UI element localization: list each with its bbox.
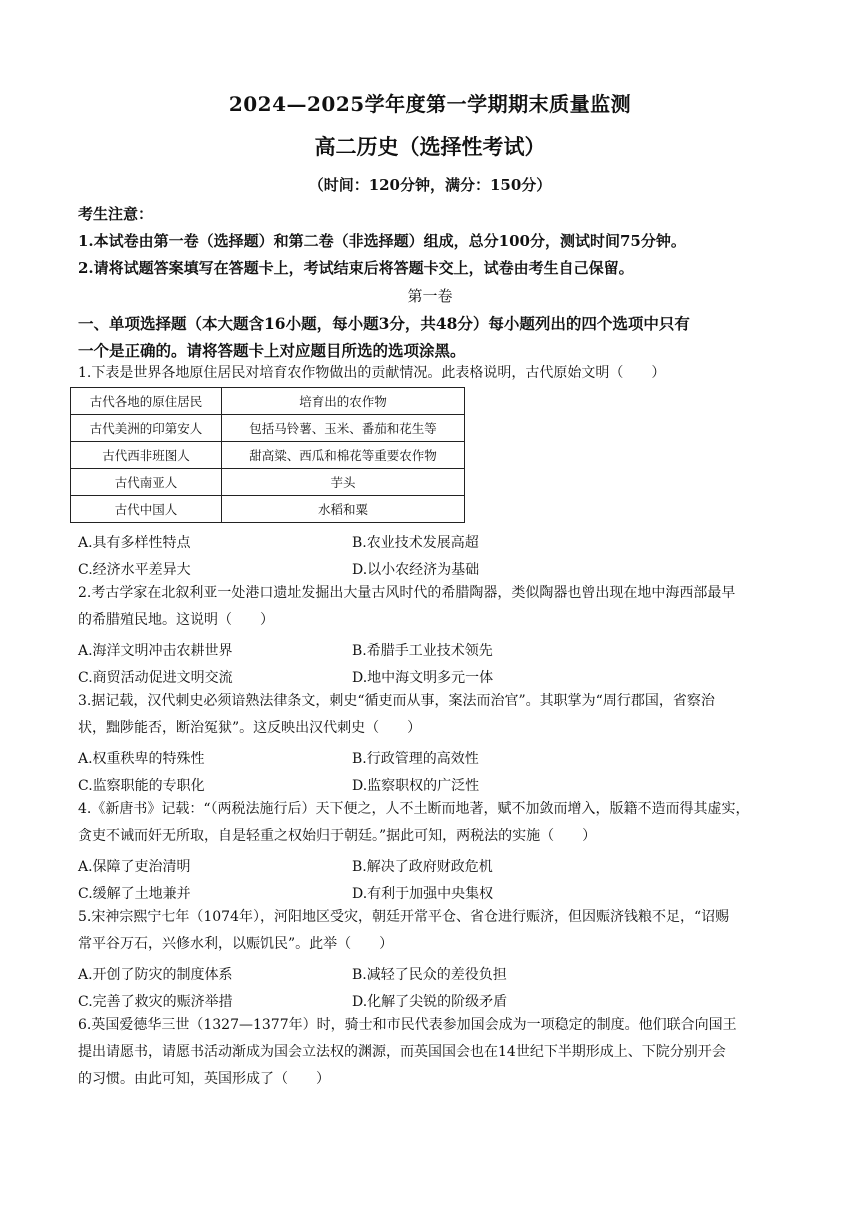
table-header-cell: 古代各地的原住居民: [71, 388, 222, 415]
question-5-option-a: A.开创了防灾的制度体系: [78, 967, 233, 983]
question-6-stem-line-3: 的习惯。由此可知，英国形成了（ ）: [78, 1071, 330, 1087]
table-cell: 古代美洲的印第安人: [71, 415, 222, 442]
question-2-option-d: D.地中海文明多元一体: [352, 670, 494, 686]
question-2-option-b: B.希腊手工业技术领先: [352, 643, 493, 659]
question-2-stem-line-1: 2.考古学家在北叙利亚一处港口遗址发掘出大量古风时代的希腊陶器，类似陶器也曾出现在地中海西部最早: [78, 585, 736, 601]
question-3-option-d: D.监察职权的广泛性: [352, 778, 480, 794]
question-2-stem-line-2: 的希腊殖民地。这说明（ ）: [78, 612, 274, 628]
table-row: [71, 415, 465, 442]
question-1-option-a: A.具有多样性特点: [78, 535, 191, 551]
question-5-option-b: B.减轻了民众的差役负担: [352, 967, 507, 983]
exam-time-info: （时间：120分钟，满分：150分）: [308, 176, 552, 194]
question-4-option-b: B.解决了政府财政危机: [352, 859, 493, 875]
table-row: [71, 442, 465, 469]
question-4-option-d: D.有利于加强中央集权: [352, 886, 494, 902]
question-2-option-a: A.海洋文明冲击农耕世界: [78, 643, 233, 659]
question-4-option-a: A.保障了吏治清明: [78, 859, 191, 875]
question-5-option-c: C.完善了救灾的赈济举措: [78, 994, 233, 1010]
notice-item-1: 1.本试卷由第一卷（选择题）和第二卷（非选择题）组成，总分100分，测试时间75分钟。: [78, 232, 686, 250]
question-1-option-c: C.经济水平差异大: [78, 562, 191, 578]
table-cell: 甜高粱、西瓜和棉花等重要农作物: [222, 442, 465, 469]
table-cell: 古代西非班图人: [71, 442, 222, 469]
question-6-stem-line-1: 6.英国爱德华三世（1327—1377年）时，骑士和市民代表参加国会成为一项稳定的制度。他们联合向国王: [78, 1017, 737, 1033]
question-3-option-b: B.行政管理的高效性: [352, 751, 479, 767]
table-cell: 水稻和粟: [222, 496, 465, 523]
question-5-stem-line-2: 常平谷万石，兴修水利，以赈饥民”。此举（ ）: [78, 936, 394, 952]
question-5-stem-line-1: 5.宋神宗熙宁七年（1074年），河阳地区受灾，朝廷开常平仓、省仓进行赈济，但因赈济钱粮不足，“诏赐: [78, 909, 730, 925]
table-cell: 包括马铃薯、玉米、番茄和花生等: [222, 415, 465, 442]
question-3-option-c: C.监察职能的专职化: [78, 778, 205, 794]
question-4-stem-line-2: 贪吏不诫而奸无所取，自是轻重之权始归于朝廷。”据此可知，两税法的实施（ ）: [78, 828, 597, 844]
question-4-option-c: C.缓解了土地兼并: [78, 886, 191, 902]
section-instruction-line-1: 一、单项选择题（本大题含16小题，每小题3分，共48分）每小题列出的四个选项中只有: [78, 314, 690, 333]
question-3-stem-line-2: 状，黜陟能否，断治冤狱”。这反映出汉代刺史（ ）: [78, 720, 422, 736]
question-3-stem-line-1: 3.据记载，汉代刺史必须谙熟法律条文，刺史“循吏而从事，案法而治官”。其职掌为“周行郡国，省察治: [78, 693, 715, 709]
question-1-stem: 1.下表是世界各地原住居民对培育农作物做出的贡献情况。此表格说明，古代原始文明（ ）: [78, 365, 666, 381]
question-6-stem-line-2: 提出请愿书，请愿书活动渐成为国会立法权的渊源，而英国国会也在14世纪下半期形成上、下院分别开会: [78, 1044, 726, 1060]
question-4-stem-line-1: 4.《新唐书》记载：“（两税法施行后）天下便之，人不土断而地著，赋不加敛而增入，版籍不造而得其虚实，: [78, 801, 750, 817]
question-3-option-a: A.权重秩卑的特殊性: [78, 751, 205, 767]
notice-item-2: 2.请将试题答案填写在答题卡上，考试结束后将答题卡交上，试卷由考生自己保留。: [78, 259, 634, 277]
question-5-option-d: D.化解了尖锐的阶级矛盾: [352, 994, 508, 1010]
exam-subtitle: 高二历史（选择性考试）: [314, 134, 546, 159]
question-2-option-c: C.商贸活动促进文明交流: [78, 670, 233, 686]
table-cell: 古代中国人: [71, 496, 222, 523]
exam-title: 2024—2025学年度第一学期期末质量监测: [228, 92, 632, 116]
volume-heading: 第一卷: [407, 287, 453, 305]
table-cell: 古代南亚人: [71, 469, 222, 496]
table-row: [71, 469, 465, 496]
question-1-option-b: B.农业技术发展高超: [352, 535, 479, 551]
table-header-cell: 培育出的农作物: [222, 388, 465, 415]
notice-heading: 考生注意：: [78, 205, 154, 223]
table-cell: 芋头: [222, 469, 465, 496]
table-header-row: [71, 388, 465, 415]
crop-contribution-table: [70, 387, 465, 523]
table-row: [71, 496, 465, 523]
section-instruction-line-2: 一个是正确的。请将答题卡上对应题目所选的选项涂黑。: [78, 341, 466, 360]
question-1-option-d: D.以小农经济为基础: [352, 562, 480, 578]
